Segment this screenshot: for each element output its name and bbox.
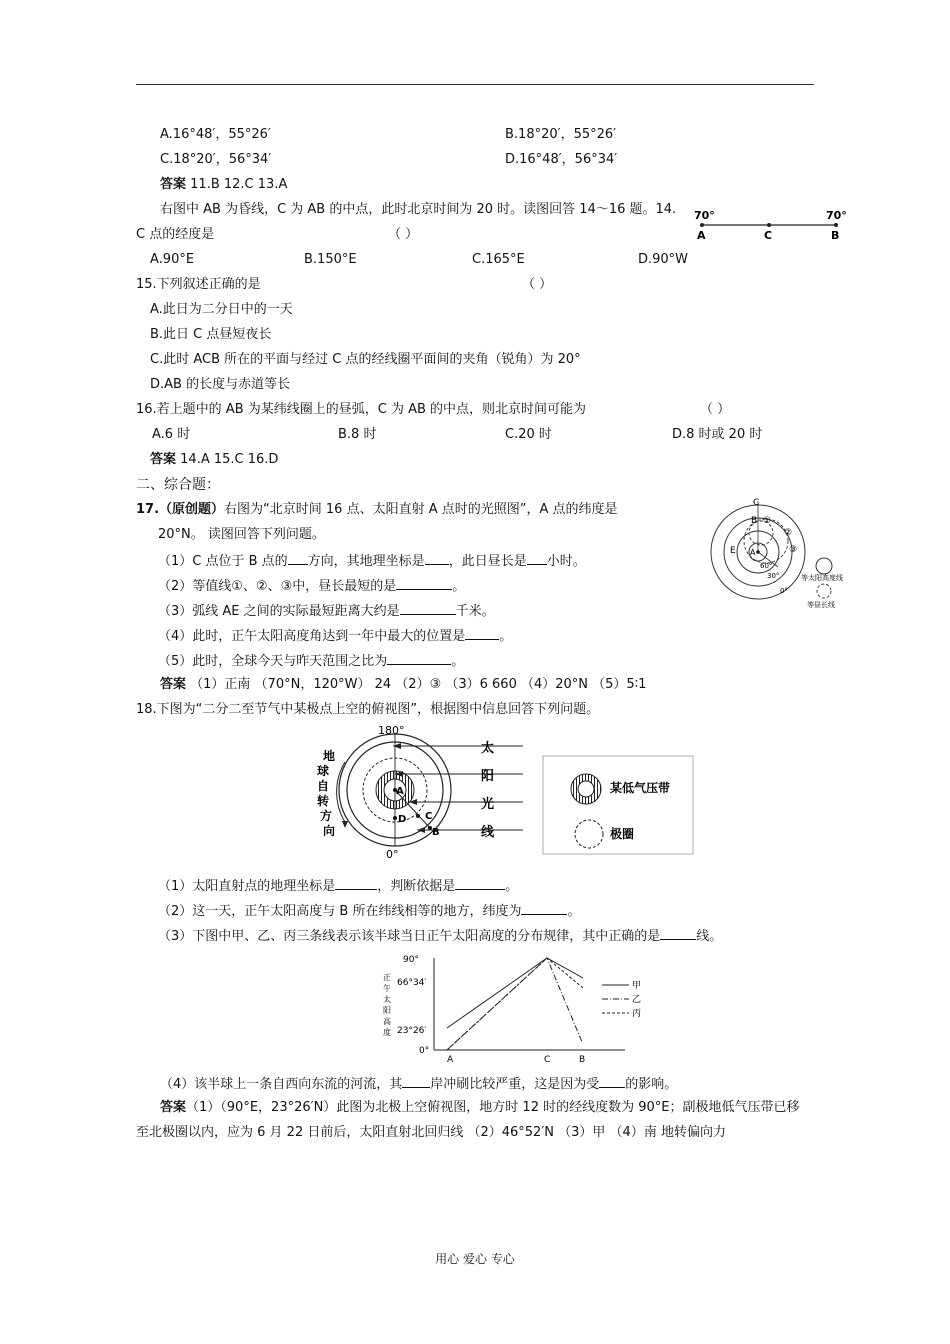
header-rule bbox=[136, 84, 814, 85]
q13-answer bbox=[160, 176, 287, 194]
q17-stem-line2: 20°N。 读图回答下列问题。 bbox=[158, 527, 325, 542]
section-heading: 二、综合题： bbox=[136, 477, 220, 493]
sunlight-label-char: 太 bbox=[481, 741, 495, 756]
chart-xtick-b: B bbox=[579, 1055, 586, 1065]
q17-part4: （4）此时，正午太阳高度角达到一年中最大的位置是 。 bbox=[158, 626, 512, 646]
chart-ylabel-char: 阳 bbox=[383, 1006, 391, 1015]
diagram-degree-right: 70° bbox=[826, 209, 847, 222]
q17-part3: （3）弧线 AE 之间的实际最短距离大约是 千米。 bbox=[158, 601, 495, 621]
chart-line-jia bbox=[447, 958, 583, 1028]
q18-part4: （4）该半球上一条自西向东流的河流，其 岸冲刷比较严重，这是因为受 的影响。 bbox=[160, 1074, 677, 1094]
answer-text: （1）（90°E，23°26′N）此图为北极上空俯视图，地方时 12 时的经线度数为 90°E；副极地低气压带已移 bbox=[186, 1100, 800, 1115]
sunlight-label-char: 阳 bbox=[481, 769, 495, 784]
chart-line-yi bbox=[447, 958, 582, 1050]
q15-paren: （ ） bbox=[522, 277, 553, 292]
rotation-label-char: 自 bbox=[317, 779, 330, 793]
chart-legend-yi: 乙 bbox=[632, 995, 642, 1005]
q17-stem-line1 bbox=[136, 501, 618, 519]
q16-option-c: C.20 时 bbox=[505, 427, 552, 442]
fig-angle-60: 60° bbox=[760, 562, 773, 570]
fig-isoline-1: ① bbox=[763, 516, 772, 526]
rotation-label-char: 方 bbox=[320, 809, 333, 823]
q13-option-b: B.18°20′，55°26′ bbox=[505, 127, 617, 142]
legend-polar-circle: 极圈 bbox=[610, 827, 635, 841]
answer-label: 答案 bbox=[160, 177, 187, 192]
question-tag: （原创题） bbox=[159, 502, 225, 517]
fig-isoline-3: ③ bbox=[789, 545, 798, 555]
chart-ylabel-char: 高 bbox=[383, 1017, 391, 1026]
q17-answer bbox=[160, 676, 646, 694]
fig-point-d: D bbox=[398, 814, 407, 825]
q17-illumination-diagram bbox=[706, 495, 866, 615]
q14-option-b: B.150°E bbox=[304, 252, 357, 267]
rotation-label-char: 向 bbox=[323, 824, 336, 838]
q18-polar-view-diagram bbox=[305, 722, 695, 860]
fig-label-0: 0° bbox=[386, 848, 399, 860]
q16-option-b: B.8 时 bbox=[338, 427, 377, 442]
q15-option-d: D.AB 的长度与赤道等长 bbox=[150, 377, 291, 392]
question-number: 17. bbox=[136, 502, 160, 517]
chart-tick-0: 0° bbox=[419, 1046, 430, 1056]
q16-stem: 16.若上题中的 AB 为某纬线圈上的昼弧，C 为 AB 的中点，则北京时间可能为 bbox=[136, 402, 587, 417]
q16-answer bbox=[150, 451, 278, 469]
q16-option-a: A.6 时 bbox=[152, 427, 191, 442]
answer-label: 答案 bbox=[160, 1100, 187, 1115]
legend-low-pressure-belt: 某低气压带 bbox=[610, 781, 671, 795]
answer-text: 14.A 15.C 16.D bbox=[180, 452, 279, 467]
fig-point-c: C bbox=[425, 811, 433, 822]
chart-line-bing bbox=[447, 958, 583, 1050]
fig-label-a: A bbox=[750, 548, 756, 557]
chart-xtick-c: C bbox=[544, 1055, 551, 1065]
q14-intro: 右图中 AB 为昏线，C 为 AB 的中点，此时北京时间为 20 时。读图回答 14～16 题。14. bbox=[160, 202, 677, 217]
q18-stem: 18.下图为“二分二至节气中某极点上空的俯视图”，根据图中信息回答下列问题。 bbox=[136, 702, 600, 717]
chart-xtick-a: A bbox=[447, 1055, 454, 1065]
fig-label-180: 180° bbox=[378, 724, 405, 737]
diagram-point-b: B bbox=[831, 229, 840, 242]
q14-stem: C 点的经度是 bbox=[136, 227, 215, 242]
chart-legend-jia: 甲 bbox=[632, 981, 642, 991]
page-footer: 用心 爱心 专心 bbox=[435, 1252, 515, 1266]
diagram-point-a: A bbox=[697, 229, 706, 242]
fig-label-e: E bbox=[730, 546, 736, 556]
diagram-point-c: C bbox=[764, 229, 773, 242]
q14-diagram bbox=[690, 205, 850, 243]
diagram-degree-left: 70° bbox=[694, 209, 715, 222]
q18-answer-line1 bbox=[160, 1099, 800, 1117]
q16-option-d: D.8 时或 20 时 bbox=[672, 427, 763, 442]
q15-option-c: C.此时 ACB 所在的平面与经过 C 点的经线圈平面间的夹角（锐角）为 20° bbox=[150, 352, 581, 367]
chart-ylabel-char: 午 bbox=[383, 984, 391, 993]
q15-option-a: A.此日为二分日中的一天 bbox=[150, 302, 293, 317]
q13-option-d: D.16°48′，56°34′ bbox=[505, 152, 618, 167]
q15-stem: 15.下列叙述正确的是 bbox=[136, 277, 261, 292]
answer-label: 答案 bbox=[150, 452, 177, 467]
chart-tick-23: 23°26′ bbox=[397, 1026, 427, 1036]
chart-tick-90: 90° bbox=[403, 955, 419, 965]
q18-answer-line2: 至北极圈以内，应为 6 月 22 日前后，太阳直射北回归线 （2）46°52′N （3）甲 （4）南 地转偏向力 bbox=[136, 1125, 726, 1140]
rotation-label-char: 球 bbox=[317, 764, 330, 778]
fig-label-c: C bbox=[753, 498, 760, 508]
q16-paren: （ ） bbox=[700, 402, 731, 417]
sunlight-label-char: 线 bbox=[481, 825, 495, 840]
answer-label: 答案 bbox=[160, 677, 187, 692]
chart-legend-bing: 丙 bbox=[632, 1009, 642, 1019]
fig-isoline-2: ② bbox=[784, 528, 793, 538]
fig-angle-0: 0° bbox=[780, 587, 788, 595]
fig-point-a: A bbox=[396, 786, 404, 797]
q14-option-a: A.90°E bbox=[150, 252, 195, 267]
fig-legend-day-length: 等昼长线 bbox=[807, 601, 835, 609]
q18-part2: （2）这一天，正午太阳高度与 B 所在纬线相等的地方，纬度为 。 bbox=[158, 901, 580, 921]
chart-ylabel-char: 度 bbox=[383, 1028, 391, 1037]
sunlight-label-char: 光 bbox=[481, 797, 495, 812]
q15-option-b: B.此日 C 点昼短夜长 bbox=[150, 327, 272, 342]
rotation-label-char: 转 bbox=[317, 794, 330, 808]
answer-text: 11.B 12.C 13.A bbox=[190, 177, 288, 192]
q18-part1: （1）太阳直射点的地理坐标是 ，判断依据是 。 bbox=[158, 876, 518, 896]
q14-paren: （ ） bbox=[388, 227, 419, 242]
q17-part2: （2）等值线①、②、③中，昼长最短的是 。 bbox=[158, 576, 465, 596]
question-text: 右图为“北京时间 16 点、太阳直射 A 点时的光照图”，A 点的纬度是 bbox=[224, 502, 618, 517]
fig-angle-30: 30° bbox=[767, 572, 780, 580]
fig-legend-sun-altitude: 等太阳高度线 bbox=[801, 574, 843, 582]
q13-option-c: C.18°20′，56°34′ bbox=[160, 152, 272, 167]
q13-option-a: A.16°48′，55°26′ bbox=[160, 127, 271, 142]
q17-part1: （1）C 点位于 B 点的 方向，其地理坐标是 ，此日昼长是 小时。 bbox=[158, 551, 586, 571]
q14-option-d: D.90°W bbox=[638, 252, 689, 267]
q17-part5: （5）此时，全球今天与昨天范围之比为 。 bbox=[158, 651, 464, 671]
rotation-label-char: 地 bbox=[323, 749, 336, 763]
chart-ylabel-char: 正 bbox=[383, 973, 391, 982]
q18-part3: （3）下图中甲、乙、丙三条线表示该半球当日正午太阳高度的分布规律，其中正确的是 线。 bbox=[158, 926, 722, 946]
fig-point-b: B bbox=[432, 827, 440, 838]
chart-tick-66: 66°34′ bbox=[397, 978, 427, 988]
q18-noon-altitude-chart bbox=[377, 948, 657, 1066]
q14-option-c: C.165°E bbox=[472, 252, 525, 267]
fig-label-b: B bbox=[751, 516, 758, 526]
answer-text: （1）正南 （70°N，120°W） 24 （2）③ （3）6 660 （4）20°N （5）5∶1 bbox=[190, 677, 647, 692]
chart-ylabel-char: 太 bbox=[383, 995, 391, 1004]
